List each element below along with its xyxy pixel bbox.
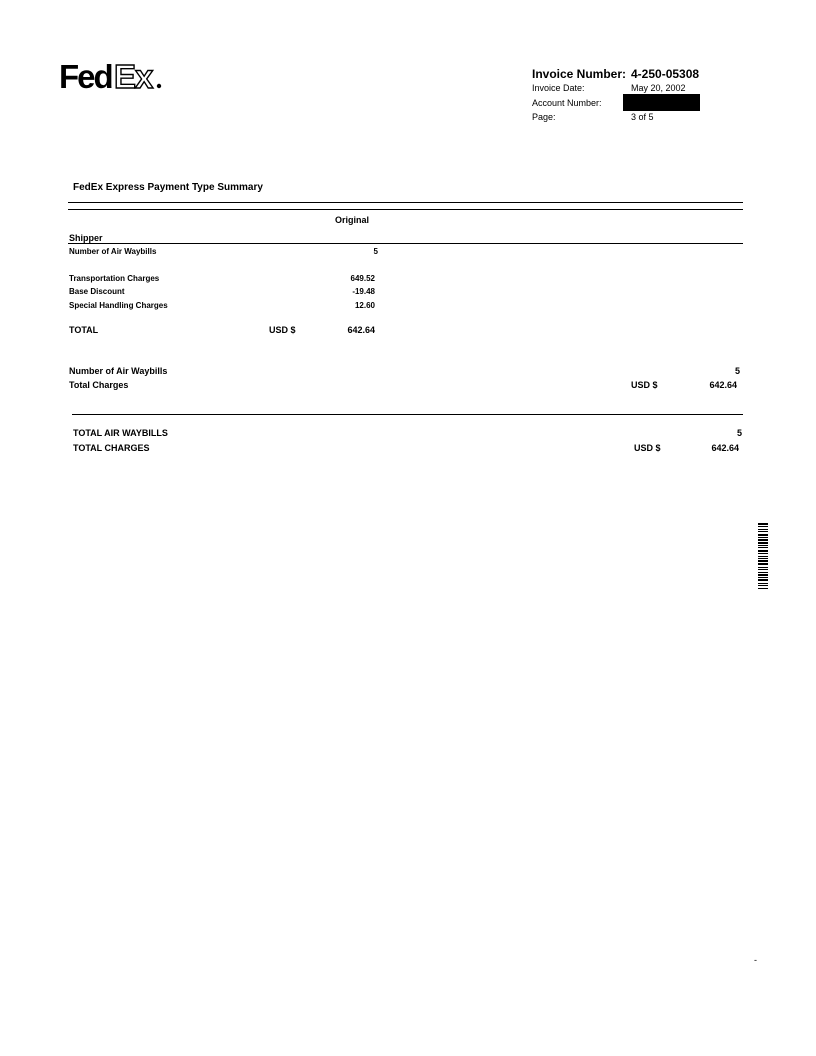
fedex-logo [59,60,165,92]
row-value-base-discount: -19.48 [352,287,375,296]
section-title: FedEx Express Payment Type Summary [73,182,263,193]
row-label-special-handling: Special Handling Charges [69,301,168,310]
row-value-special-handling: 12.60 [354,301,375,310]
account-number-label: Account Number: [532,98,602,108]
row-label-waybills: Number of Air Waybills [69,247,157,256]
invoice-date-label: Invoice Date: [532,83,585,93]
subtotal-charges-value: 642.64 [709,380,737,390]
subtotal-waybills-label: Number of Air Waybills [69,366,168,376]
row-label-base-discount: Base Discount [69,287,125,296]
subtotal-waybills-value: 5 [734,366,740,376]
total-label: TOTAL [69,325,99,335]
shipper-rule [68,243,743,244]
top-rule-2 [68,209,743,210]
grand-total-rule [72,414,743,415]
row-value-waybills: 5 [373,247,378,256]
footer-mark: - [754,955,757,965]
grand-waybills-label: TOTAL AIR WAYBILLS [73,428,168,438]
column-original-header: Original [335,215,370,225]
barcode [758,523,768,620]
svg-text:Ex: Ex [114,60,153,92]
svg-text:Fed: Fed [59,60,112,92]
shipper-heading: Shipper [69,233,103,243]
subtotal-charges-currency: USD $ [631,380,658,390]
invoice-number-label: Invoice Number: [532,67,627,81]
invoice-date-value: May 20, 2002 [631,83,686,93]
total-currency: USD $ [269,325,296,335]
row-label-transportation: Transportation Charges [69,274,160,283]
grand-charges-label: TOTAL CHARGES [73,443,150,453]
top-rule-1 [68,202,743,203]
page-value: 3 of 5 [631,112,654,122]
grand-charges-value: 642.64 [711,443,739,453]
total-value: 642.64 [347,325,375,335]
grand-waybills-value: 5 [736,428,742,438]
invoice-number-value: 4-250-05308 [631,67,700,81]
grand-charges-currency: USD $ [634,443,661,453]
subtotal-charges-label: Total Charges [69,380,129,390]
row-value-transportation: 649.52 [350,274,375,283]
page-label: Page: [532,112,556,122]
account-number-redaction [623,94,700,111]
